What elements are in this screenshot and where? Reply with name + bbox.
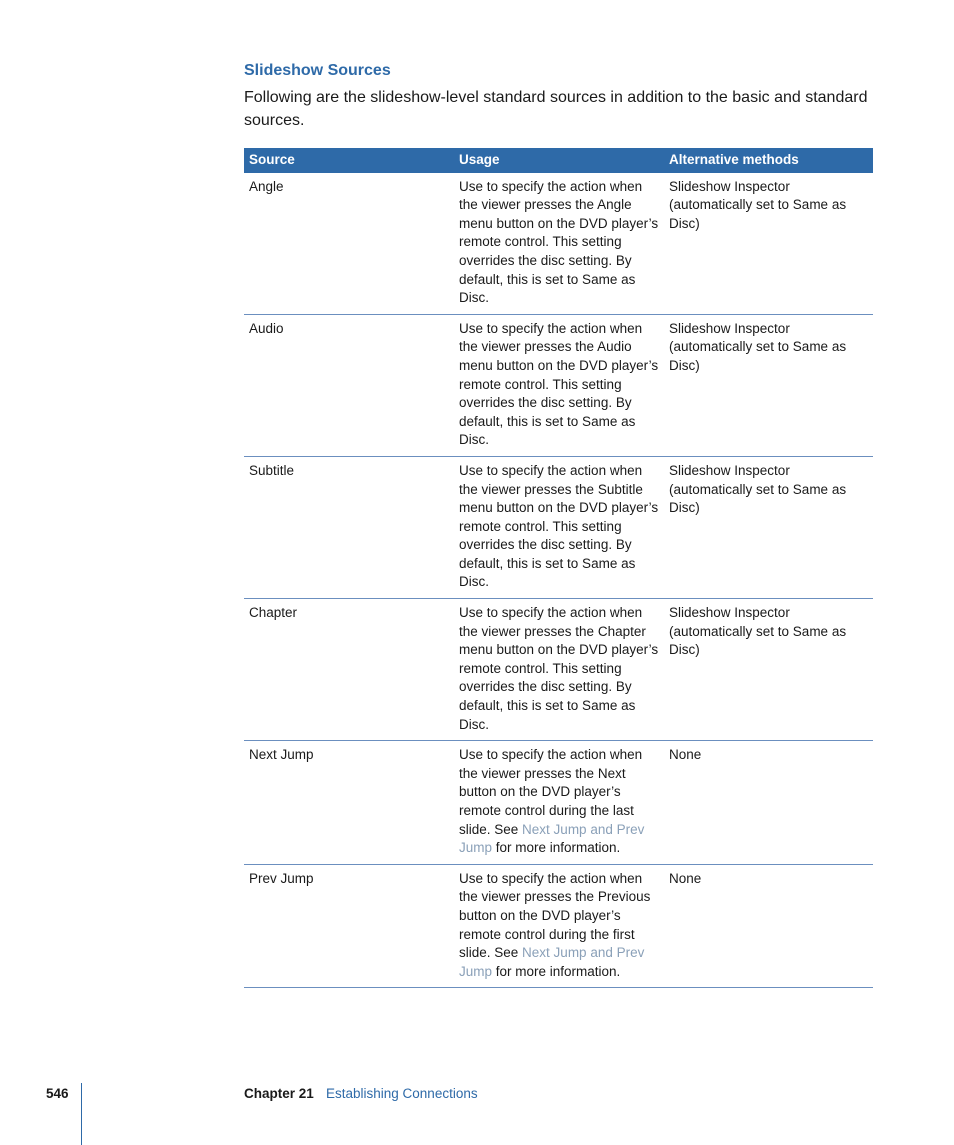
alternative-cell: Slideshow Inspector (automatically set to Same as Disc) [664, 314, 873, 456]
alternative-cell: None [664, 741, 873, 865]
chapter-label: Chapter 21 [244, 1086, 314, 1101]
column-header-usage: Usage [454, 148, 664, 173]
footer-divider [81, 1083, 82, 1145]
source-cell: Angle [244, 173, 454, 315]
usage-cell: Use to specify the action when the viewer presses the Angle menu button on the DVD player’s remote control. This setting overrides the disc setting. By default, this is set to Same as Disc. [454, 173, 664, 315]
table-row [244, 864, 873, 988]
usage-text: Use to specify the action when the viewer presses the Next button on the DVD player’s remote control during the last slide. See [459, 747, 643, 837]
source-cell: Prev Jump [244, 864, 454, 988]
next-jump-prev-jump-link[interactable]: Next Jump and Prev Jump [459, 821, 645, 856]
source-cell: Chapter [244, 599, 454, 741]
chapter-title-link[interactable]: Establishing Connections [326, 1086, 478, 1101]
usage-cell: Use to specify the action when the viewer presses the Audio menu button on the DVD player’s remote control. This setting overrides the disc setting. By default, this is set to Same as Disc. [454, 314, 664, 456]
usage-cell [454, 864, 664, 988]
table-row [244, 456, 873, 598]
usage-cell: Use to specify the action when the viewer presses the Chapter menu button on the DVD player’s remote control. This setting overrides the disc setting. By default, this is set to Same as Disc. [454, 599, 664, 741]
intro-paragraph: Following are the slideshow-level standard sources in addition to the basic and standard sources. [244, 89, 868, 129]
usage-text: Use to specify the action when the viewer presses the Previous button on the DVD player’s remote control during the first slide. See [459, 870, 651, 961]
column-header-source: Source [244, 148, 454, 173]
usage-text: for more information. [492, 840, 621, 856]
alternative-cell: Slideshow Inspector (automatically set to Same as Disc) [664, 599, 873, 741]
column-header-alternative-methods: Alternative methods [664, 148, 873, 173]
sources-table [244, 148, 873, 988]
table-row [244, 599, 873, 741]
usage-text: for more information. [492, 963, 621, 979]
table-row [244, 173, 873, 315]
alternative-cell: Slideshow Inspector (automatically set to Same as Disc) [664, 173, 873, 315]
next-jump-prev-jump-link[interactable]: Next Jump and Prev Jump [459, 945, 645, 979]
section-heading: Slideshow Sources [244, 62, 391, 79]
table-header-row [244, 148, 873, 173]
alternative-cell: None [664, 864, 873, 988]
usage-cell [454, 741, 664, 865]
page-number: 546 [46, 1086, 69, 1101]
usage-cell: Use to specify the action when the viewer presses the Subtitle menu button on the DVD player’s remote control. This setting overrides the disc setting. By default, this is set to Same as Disc. [454, 456, 664, 598]
source-cell: Subtitle [244, 456, 454, 598]
table-row [244, 741, 873, 865]
source-cell: Next Jump [244, 741, 454, 865]
table-row [244, 314, 873, 456]
alternative-cell: Slideshow Inspector (automatically set to Same as Disc) [664, 456, 873, 598]
source-cell: Audio [244, 314, 454, 456]
